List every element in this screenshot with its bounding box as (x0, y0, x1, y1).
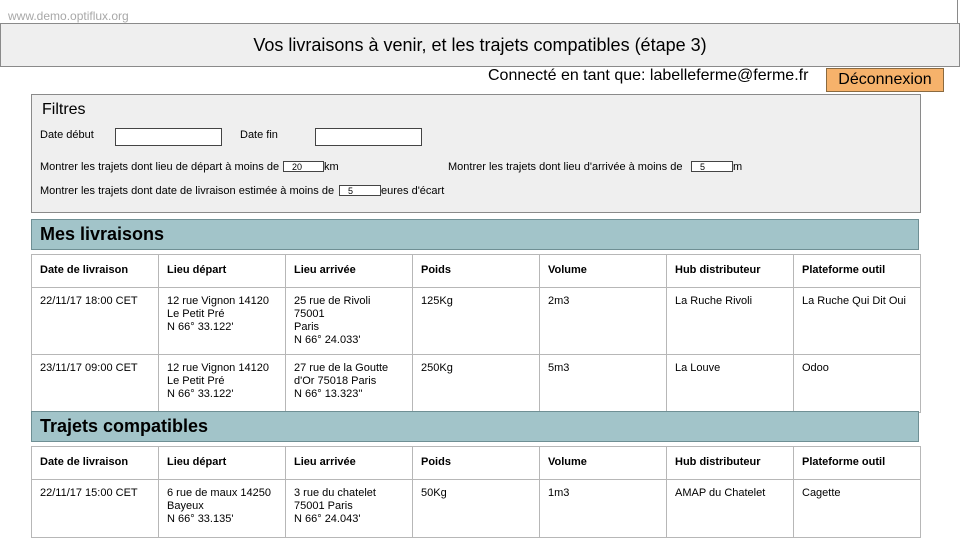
cell-line: d'Or 75018 Paris (294, 375, 377, 387)
cell-line: 75001 Paris (294, 500, 353, 512)
departure-distance-label: Montrer les trajets dont lieu de départ à moins de (40, 161, 280, 173)
logout-button[interactable]: Déconnexion (826, 68, 944, 92)
page-title: Vos livraisons à venir, et les trajets compatibles (étape 3) (253, 34, 707, 55)
delivery-gap-label: Montrer les trajets dont date de livraison estimée à moins de (40, 185, 335, 197)
date-end-label: Date fin (240, 129, 278, 141)
cell-poids: 250Kg (413, 355, 540, 413)
filters-panel (31, 94, 921, 213)
cell-line: 3 rue du chatelet (294, 487, 376, 499)
cell-plateforme: Odoo (794, 355, 921, 413)
departure-distance-input[interactable] (283, 161, 324, 172)
column-header: Volume (540, 447, 667, 480)
arrival-distance-input[interactable] (691, 161, 733, 172)
date-start-label: Date début (40, 129, 94, 141)
cell-hub: AMAP du Chatelet (667, 480, 794, 538)
logged-in-user: Connecté en tant que: labelleferme@ferme.fr (488, 67, 809, 84)
table-row[interactable] (32, 288, 921, 355)
cell-arrivee (286, 288, 413, 355)
cell-poids: 50Kg (413, 480, 540, 538)
cell-depart (159, 480, 286, 538)
cell-line: Le Petit Pré (167, 375, 225, 387)
cell-date: 23/11/17 09:00 CET (32, 355, 159, 413)
column-header: Lieu départ (159, 447, 286, 480)
column-header: Lieu arrivée (286, 447, 413, 480)
cell-line: N 66° 33.122' (167, 388, 234, 400)
column-header: Date de livraison (32, 255, 159, 288)
deliveries-table (31, 254, 921, 413)
cell-volume: 1m3 (540, 480, 667, 538)
cell-line: 6 rue de maux 14250 (167, 487, 271, 499)
filters-title: Filtres (42, 101, 86, 118)
cell-line: 12 rue Vignon 14120 (167, 295, 269, 307)
column-header: Hub distributeur (667, 255, 794, 288)
cell-volume: 5m3 (540, 355, 667, 413)
column-header: Hub distributeur (667, 447, 794, 480)
arrival-distance-unit: m (733, 161, 743, 173)
trips-section-title: Trajets compatibles (31, 411, 919, 442)
column-header: Plateforme outil (794, 255, 921, 288)
column-header: Lieu départ (159, 255, 286, 288)
column-header: Poids (413, 447, 540, 480)
cell-line: 25 rue de Rivoli 75001 (294, 295, 371, 320)
cell-line: Bayeux (167, 500, 204, 512)
cell-line: N 66° 24.043' (294, 513, 361, 525)
arrival-distance-label: Montrer les trajets dont lieu d'arrivée à moins de (448, 161, 683, 173)
cell-arrivee (286, 355, 413, 413)
cell-plateforme: Cagette (794, 480, 921, 538)
cell-depart (159, 288, 286, 355)
table-header-row (32, 447, 921, 480)
delivery-gap-input[interactable] (339, 185, 381, 196)
cell-line: N 66° 33.122' (167, 321, 234, 333)
cell-line: Paris (294, 321, 320, 333)
page-header (0, 23, 960, 67)
column-header: Plateforme outil (794, 447, 921, 480)
column-header: Poids (413, 255, 540, 288)
column-header: Volume (540, 255, 667, 288)
cell-line: 12 rue Vignon 14120 (167, 362, 269, 374)
cell-depart (159, 355, 286, 413)
cell-hub: La Louve (667, 355, 794, 413)
cell-poids: 125Kg (413, 288, 540, 355)
date-start-input[interactable] (115, 128, 222, 146)
table-header-row (32, 255, 921, 288)
cell-line: Le Petit Pré (167, 308, 225, 320)
column-header: Date de livraison (32, 447, 159, 480)
cell-line: 27 rue de la Goutte (294, 362, 389, 374)
cell-date: 22/11/17 18:00 CET (32, 288, 159, 355)
column-header: Lieu arrivée (286, 255, 413, 288)
cell-hub: La Ruche Rivoli (667, 288, 794, 355)
site-url: www.demo.optiflux.org (8, 9, 129, 23)
departure-distance-unit: km (324, 161, 339, 173)
table-row[interactable] (32, 355, 921, 413)
cell-line: N 66° 33.135' (167, 513, 234, 525)
deliveries-section-title: Mes livraisons (31, 219, 919, 250)
cell-arrivee (286, 480, 413, 538)
window-edge (957, 0, 958, 23)
cell-line: N 66° 24.033' (294, 334, 361, 346)
date-end-input[interactable] (315, 128, 422, 146)
cell-line: N 66° 13.323'' (294, 388, 363, 400)
cell-volume: 2m3 (540, 288, 667, 355)
cell-plateforme: La Ruche Qui Dit Oui (794, 288, 921, 355)
delivery-gap-unit: eures d'écart (381, 185, 445, 197)
cell-date: 22/11/17 15:00 CET (32, 480, 159, 538)
trips-table (31, 446, 921, 538)
table-row[interactable] (32, 480, 921, 538)
